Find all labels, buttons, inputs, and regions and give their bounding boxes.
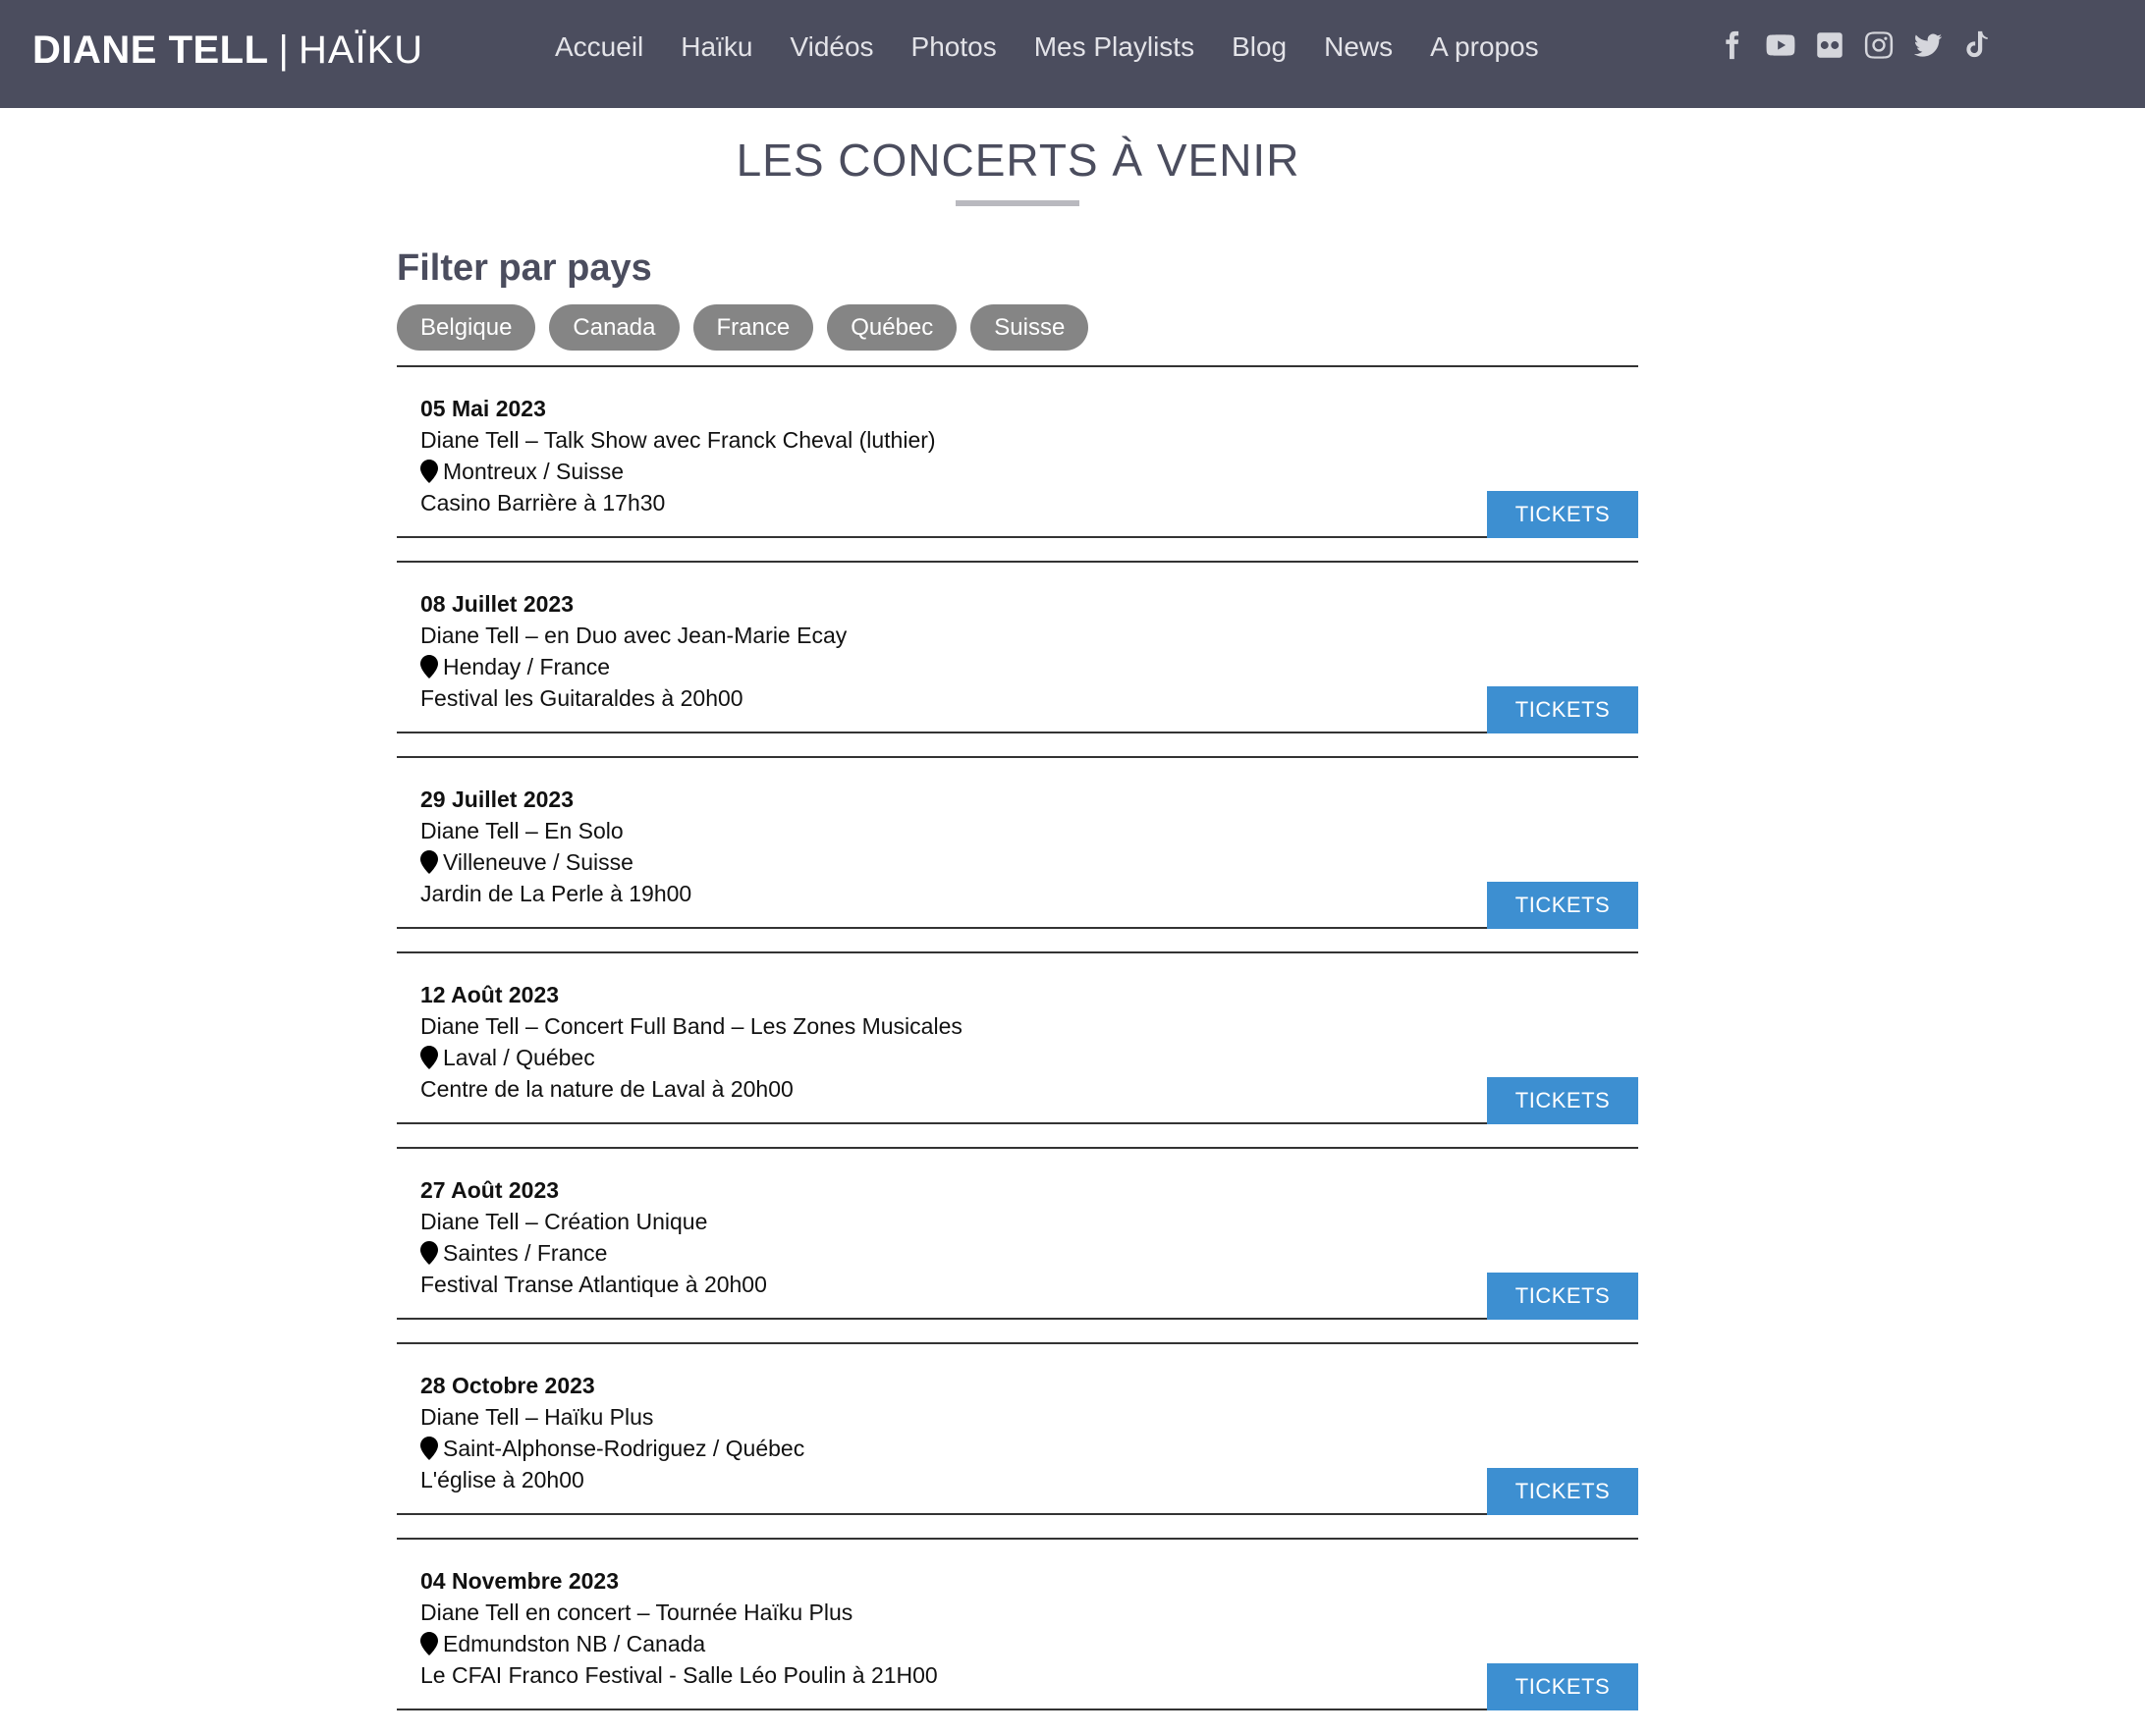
map-pin-icon [420,1437,438,1460]
nav-news[interactable]: News [1324,31,1394,62]
concert-venue: L'église à 20h00 [420,1467,584,1492]
concert-location-text: Saintes / France [443,1240,608,1266]
concert-location [420,1628,938,1659]
nav-a-propos[interactable]: A propos [1430,31,1539,62]
map-pin-icon [420,850,438,874]
main-nav [555,26,1576,69]
tickets-button[interactable]: TICKETS [1487,1468,1638,1515]
concert-item [397,365,1638,538]
concert-info [420,588,847,714]
youtube-icon[interactable] [1763,27,1798,63]
concert-date: 12 Août 2023 [420,982,560,1007]
page-title: LES CONCERTS À VENIR [736,135,1300,186]
concert-location [420,1042,962,1073]
nav-mes-playlists[interactable]: Mes Playlists [1033,31,1195,62]
concert-location-text: Henday / France [443,654,611,679]
concert-location [420,651,847,682]
concert-venue: Festival Transe Atlantique à 20h00 [420,1272,767,1297]
tickets-button[interactable]: TICKETS [1487,686,1638,733]
tickets-button[interactable]: TICKETS [1487,1077,1638,1124]
nav-photos[interactable]: Photos [910,31,997,62]
concert-location-text: Laval / Québec [443,1045,595,1070]
concert-title: Diane Tell – En Solo [420,818,624,843]
map-pin-icon [420,1241,438,1265]
concert-title: Diane Tell – Concert Full Band – Les Zones Musicales [420,1013,962,1039]
map-pin-icon [420,655,438,678]
concert-title: Diane Tell – Talk Show avec Franck Cheval (luthier) [420,427,936,453]
brand-subtitle: HAÏKU [298,28,424,72]
tiktok-icon[interactable] [1959,27,1995,63]
map-pin-icon [420,1046,438,1069]
map-pin-icon [420,1632,438,1655]
concert-info [420,1370,804,1495]
filter-heading: Filter par pays [397,247,652,289]
concert-venue: Centre de la nature de Laval à 20h00 [420,1076,794,1102]
concert-date: 27 Août 2023 [420,1177,560,1203]
concert-info [420,1174,767,1300]
tickets-button[interactable]: TICKETS [1487,882,1638,929]
concert-item [397,951,1638,1124]
concert-item [397,1538,1638,1710]
filter-belgique[interactable]: Belgique [397,304,535,351]
facebook-icon[interactable] [1714,27,1749,63]
twitter-icon[interactable] [1910,27,1946,63]
concert-location [420,456,936,487]
concert-info [420,784,691,909]
concert-item [397,1342,1638,1515]
title-divider [956,200,1079,206]
site-header [0,0,2145,108]
concert-list [397,365,1638,1733]
concert-location [420,1433,804,1464]
brand-separator: | [278,28,289,72]
social-links [1714,26,2008,65]
concert-venue: Le CFAI Franco Festival - Salle Léo Poulin à 21H00 [420,1662,938,1688]
concert-title: Diane Tell – en Duo avec Jean-Marie Ecay [420,623,848,648]
filter-canada[interactable]: Canada [549,304,679,351]
concert-location [420,846,691,878]
concert-location [420,1237,767,1269]
concert-date: 04 Novembre 2023 [420,1568,620,1594]
tickets-button[interactable]: TICKETS [1487,1273,1638,1320]
concert-title: Diane Tell – Création Unique [420,1209,708,1234]
concert-location-text: Montreux / Suisse [443,459,625,484]
concert-location-text: Villeneuve / Suisse [443,849,633,875]
filter-suisse[interactable]: Suisse [970,304,1088,351]
flickr-icon[interactable] [1812,27,1847,63]
concert-date: 08 Juillet 2023 [420,591,574,617]
nav-accueil[interactable]: Accueil [555,31,644,62]
concert-title: Diane Tell en concert – Tournée Haïku Plus [420,1600,853,1625]
instagram-icon[interactable] [1861,27,1897,63]
filter-quebec[interactable]: Québec [827,304,957,351]
concert-venue: Casino Barrière à 17h30 [420,490,666,515]
country-filters [397,304,1102,351]
concert-item [397,756,1638,929]
concert-date: 29 Juillet 2023 [420,787,574,812]
concert-date: 28 Octobre 2023 [420,1373,595,1398]
concert-item [397,1147,1638,1320]
tickets-button[interactable]: TICKETS [1487,491,1638,538]
concert-item [397,561,1638,733]
concert-title: Diane Tell – Haïku Plus [420,1404,654,1430]
concert-info [420,979,962,1105]
concert-location-text: Saint-Alphonse-Rodriguez / Québec [443,1436,805,1461]
nav-haiku[interactable]: Haïku [681,31,753,62]
nav-blog[interactable]: Blog [1232,31,1288,62]
concert-date: 05 Mai 2023 [420,396,546,421]
nav-videos[interactable]: Vidéos [790,31,874,62]
concert-info [420,1565,938,1691]
brand-name: DIANE TELL [32,28,269,72]
concert-venue: Festival les Guitaraldes à 20h00 [420,685,743,711]
tickets-button[interactable]: TICKETS [1487,1663,1638,1710]
map-pin-icon [420,460,438,483]
concert-venue: Jardin de La Perle à 19h00 [420,881,692,906]
filter-france[interactable]: France [693,304,814,351]
concert-info [420,393,936,518]
concert-location-text: Edmundston NB / Canada [443,1631,706,1656]
site-logo[interactable] [32,26,423,75]
